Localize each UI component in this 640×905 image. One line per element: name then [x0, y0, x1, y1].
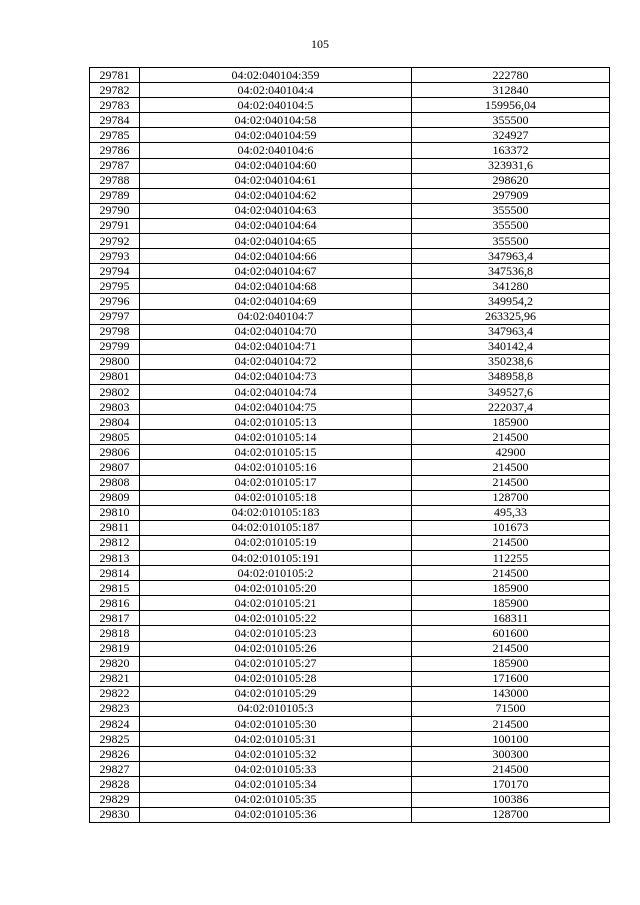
row-number: 29810 — [90, 505, 140, 520]
table-row — [90, 701, 610, 716]
table-row — [90, 581, 610, 596]
cadastral-number: 04:02:010105:35 — [140, 792, 412, 807]
cadastral-value: 323931,6 — [412, 158, 610, 173]
row-number: 29815 — [90, 581, 140, 596]
cadastral-value: 214500 — [412, 460, 610, 475]
table-row — [90, 505, 610, 520]
cadastral-number: 04:02:010105:36 — [140, 807, 412, 822]
cadastral-number: 04:02:040104:64 — [140, 218, 412, 233]
row-number: 29812 — [90, 535, 140, 550]
table-row — [90, 520, 610, 535]
row-number: 29786 — [90, 143, 140, 158]
row-number: 29799 — [90, 339, 140, 354]
cadastral-value: 112255 — [412, 551, 610, 566]
row-number: 29813 — [90, 551, 140, 566]
cadastral-value: 100386 — [412, 792, 610, 807]
table-row — [90, 188, 610, 203]
cadastral-number: 04:02:010105:183 — [140, 505, 412, 520]
cadastral-number: 04:02:040104:66 — [140, 249, 412, 264]
cadastral-value: 128700 — [412, 490, 610, 505]
cadastral-value: 168311 — [412, 611, 610, 626]
cadastral-number: 04:02:040104:71 — [140, 339, 412, 354]
cadastral-value: 214500 — [412, 475, 610, 490]
table-row — [90, 400, 610, 415]
cadastral-number: 04:02:040104:74 — [140, 384, 412, 399]
cadastral-number: 04:02:040104:73 — [140, 369, 412, 384]
cadastral-value: 214500 — [412, 430, 610, 445]
table-row — [90, 324, 610, 339]
cadastral-value: 185900 — [412, 415, 610, 430]
table-row — [90, 747, 610, 762]
table-row — [90, 218, 610, 233]
cadastral-value: 495,33 — [412, 505, 610, 520]
table-body — [90, 68, 610, 823]
table-row — [90, 641, 610, 656]
row-number: 29808 — [90, 475, 140, 490]
page-number: 105 — [311, 37, 329, 51]
cadastral-number: 04:02:010105:191 — [140, 551, 412, 566]
table-row — [90, 777, 610, 792]
cadastral-number: 04:02:040104:58 — [140, 113, 412, 128]
row-number: 29783 — [90, 98, 140, 113]
row-number: 29781 — [90, 68, 140, 83]
cadastral-value: 159956,04 — [412, 98, 610, 113]
cadastral-value: 214500 — [412, 717, 610, 732]
table-row — [90, 535, 610, 550]
row-number: 29828 — [90, 777, 140, 792]
table-row — [90, 113, 610, 128]
cadastral-number: 04:02:040104:359 — [140, 68, 412, 83]
table-row — [90, 279, 610, 294]
row-number: 29818 — [90, 626, 140, 641]
table-row — [90, 445, 610, 460]
cadastral-value-table — [89, 67, 610, 823]
cadastral-number: 04:02:010105:19 — [140, 535, 412, 550]
row-number: 29784 — [90, 113, 140, 128]
row-number: 29802 — [90, 384, 140, 399]
cadastral-value: 355500 — [412, 113, 610, 128]
table-row — [90, 294, 610, 309]
cadastral-number: 04:02:010105:23 — [140, 626, 412, 641]
cadastral-number: 04:02:040104:60 — [140, 158, 412, 173]
cadastral-value: 222037,4 — [412, 400, 610, 415]
cadastral-value: 214500 — [412, 566, 610, 581]
row-number: 29826 — [90, 747, 140, 762]
table-row — [90, 234, 610, 249]
cadastral-value: 171600 — [412, 671, 610, 686]
cadastral-number: 04:02:010105:26 — [140, 641, 412, 656]
row-number: 29825 — [90, 732, 140, 747]
cadastral-number: 04:02:040104:70 — [140, 324, 412, 339]
cadastral-number: 04:02:040104:61 — [140, 173, 412, 188]
table-row — [90, 384, 610, 399]
cadastral-value: 185900 — [412, 581, 610, 596]
row-number: 29830 — [90, 807, 140, 822]
row-number: 29795 — [90, 279, 140, 294]
cadastral-value: 170170 — [412, 777, 610, 792]
table-row — [90, 792, 610, 807]
table-row — [90, 566, 610, 581]
cadastral-number: 04:02:010105:29 — [140, 686, 412, 701]
cadastral-value: 300300 — [412, 747, 610, 762]
cadastral-number: 04:02:040104:63 — [140, 203, 412, 218]
row-number: 29821 — [90, 671, 140, 686]
table-row — [90, 671, 610, 686]
row-number: 29829 — [90, 792, 140, 807]
table-row — [90, 128, 610, 143]
row-number: 29796 — [90, 294, 140, 309]
cadastral-number: 04:02:040104:68 — [140, 279, 412, 294]
cadastral-number: 04:02:040104:62 — [140, 188, 412, 203]
cadastral-number: 04:02:010105:20 — [140, 581, 412, 596]
row-number: 29827 — [90, 762, 140, 777]
table-row — [90, 415, 610, 430]
cadastral-value: 185900 — [412, 596, 610, 611]
row-number: 29820 — [90, 656, 140, 671]
cadastral-value: 263325,96 — [412, 309, 610, 324]
cadastral-value: 71500 — [412, 701, 610, 716]
row-number: 29798 — [90, 324, 140, 339]
cadastral-value: 347963,4 — [412, 249, 610, 264]
cadastral-number: 04:02:010105:18 — [140, 490, 412, 505]
table-row — [90, 490, 610, 505]
cadastral-value: 312840 — [412, 83, 610, 98]
cadastral-value: 101673 — [412, 520, 610, 535]
cadastral-value: 100100 — [412, 732, 610, 747]
cadastral-number: 04:02:010105:14 — [140, 430, 412, 445]
row-number: 29790 — [90, 203, 140, 218]
row-number: 29791 — [90, 218, 140, 233]
row-number: 29797 — [90, 309, 140, 324]
row-number: 29824 — [90, 717, 140, 732]
cadastral-number: 04:02:040104:69 — [140, 294, 412, 309]
table-row — [90, 475, 610, 490]
row-number: 29782 — [90, 83, 140, 98]
cadastral-value: 355500 — [412, 218, 610, 233]
cadastral-value: 349527,6 — [412, 384, 610, 399]
cadastral-value: 214500 — [412, 535, 610, 550]
table-row — [90, 807, 610, 822]
cadastral-value: 349954,2 — [412, 294, 610, 309]
table-row — [90, 203, 610, 218]
cadastral-number: 04:02:010105:13 — [140, 415, 412, 430]
cadastral-value: 340142,4 — [412, 339, 610, 354]
row-number: 29803 — [90, 400, 140, 415]
table-row — [90, 460, 610, 475]
cadastral-value: 143000 — [412, 686, 610, 701]
cadastral-number: 04:02:040104:5 — [140, 98, 412, 113]
table-row — [90, 83, 610, 98]
row-number: 29823 — [90, 701, 140, 716]
row-number: 29805 — [90, 430, 140, 445]
table-row — [90, 686, 610, 701]
cadastral-value: 185900 — [412, 656, 610, 671]
row-number: 29800 — [90, 354, 140, 369]
table-row — [90, 354, 610, 369]
cadastral-value: 42900 — [412, 445, 610, 460]
cadastral-number: 04:02:040104:7 — [140, 309, 412, 324]
cadastral-value: 324927 — [412, 128, 610, 143]
table-row — [90, 68, 610, 83]
cadastral-number: 04:02:010105:32 — [140, 747, 412, 762]
cadastral-value: 297909 — [412, 188, 610, 203]
table-row — [90, 158, 610, 173]
cadastral-value: 347963,4 — [412, 324, 610, 339]
row-number: 29794 — [90, 264, 140, 279]
cadastral-number: 04:02:040104:6 — [140, 143, 412, 158]
cadastral-value: 347536,8 — [412, 264, 610, 279]
row-number: 29809 — [90, 490, 140, 505]
cadastral-value: 348958,8 — [412, 369, 610, 384]
cadastral-number: 04:02:010105:28 — [140, 671, 412, 686]
cadastral-number: 04:02:010105:22 — [140, 611, 412, 626]
cadastral-value: 298620 — [412, 173, 610, 188]
row-number: 29814 — [90, 566, 140, 581]
cadastral-value: 355500 — [412, 234, 610, 249]
cadastral-number: 04:02:010105:15 — [140, 445, 412, 460]
row-number: 29792 — [90, 234, 140, 249]
cadastral-number: 04:02:040104:65 — [140, 234, 412, 249]
table-row — [90, 369, 610, 384]
cadastral-value: 214500 — [412, 762, 610, 777]
cadastral-value: 601600 — [412, 626, 610, 641]
row-number: 29788 — [90, 173, 140, 188]
cadastral-value: 222780 — [412, 68, 610, 83]
row-number: 29789 — [90, 188, 140, 203]
table-row — [90, 249, 610, 264]
cadastral-value: 350238,6 — [412, 354, 610, 369]
row-number: 29817 — [90, 611, 140, 626]
row-number: 29787 — [90, 158, 140, 173]
cadastral-number: 04:02:040104:72 — [140, 354, 412, 369]
cadastral-number: 04:02:010105:17 — [140, 475, 412, 490]
cadastral-number: 04:02:010105:3 — [140, 701, 412, 716]
row-number: 29804 — [90, 415, 140, 430]
row-number: 29822 — [90, 686, 140, 701]
table-row — [90, 98, 610, 113]
table-row — [90, 626, 610, 641]
table-row — [90, 264, 610, 279]
cadastral-number: 04:02:040104:67 — [140, 264, 412, 279]
row-number: 29811 — [90, 520, 140, 535]
cadastral-number: 04:02:040104:4 — [140, 83, 412, 98]
table-row — [90, 430, 610, 445]
cadastral-value: 128700 — [412, 807, 610, 822]
table-row — [90, 717, 610, 732]
table-row — [90, 732, 610, 747]
table-row — [90, 143, 610, 158]
row-number: 29807 — [90, 460, 140, 475]
row-number: 29793 — [90, 249, 140, 264]
row-number: 29806 — [90, 445, 140, 460]
table-row — [90, 762, 610, 777]
cadastral-number: 04:02:010105:16 — [140, 460, 412, 475]
table-row — [90, 551, 610, 566]
cadastral-value: 355500 — [412, 203, 610, 218]
row-number: 29801 — [90, 369, 140, 384]
cadastral-value: 341280 — [412, 279, 610, 294]
row-number: 29819 — [90, 641, 140, 656]
cadastral-number: 04:02:010105:34 — [140, 777, 412, 792]
cadastral-number: 04:02:010105:27 — [140, 656, 412, 671]
cadastral-number: 04:02:040104:59 — [140, 128, 412, 143]
cadastral-number: 04:02:010105:31 — [140, 732, 412, 747]
cadastral-number: 04:02:010105:33 — [140, 762, 412, 777]
table-row — [90, 339, 610, 354]
cadastral-number: 04:02:010105:30 — [140, 717, 412, 732]
row-number: 29816 — [90, 596, 140, 611]
table-row — [90, 173, 610, 188]
table-row — [90, 611, 610, 626]
table-row — [90, 656, 610, 671]
cadastral-number: 04:02:010105:2 — [140, 566, 412, 581]
row-number: 29785 — [90, 128, 140, 143]
cadastral-number: 04:02:040104:75 — [140, 400, 412, 415]
table-row — [90, 309, 610, 324]
cadastral-number: 04:02:010105:21 — [140, 596, 412, 611]
table-row — [90, 596, 610, 611]
cadastral-value: 214500 — [412, 641, 610, 656]
cadastral-value: 163372 — [412, 143, 610, 158]
cadastral-number: 04:02:010105:187 — [140, 520, 412, 535]
